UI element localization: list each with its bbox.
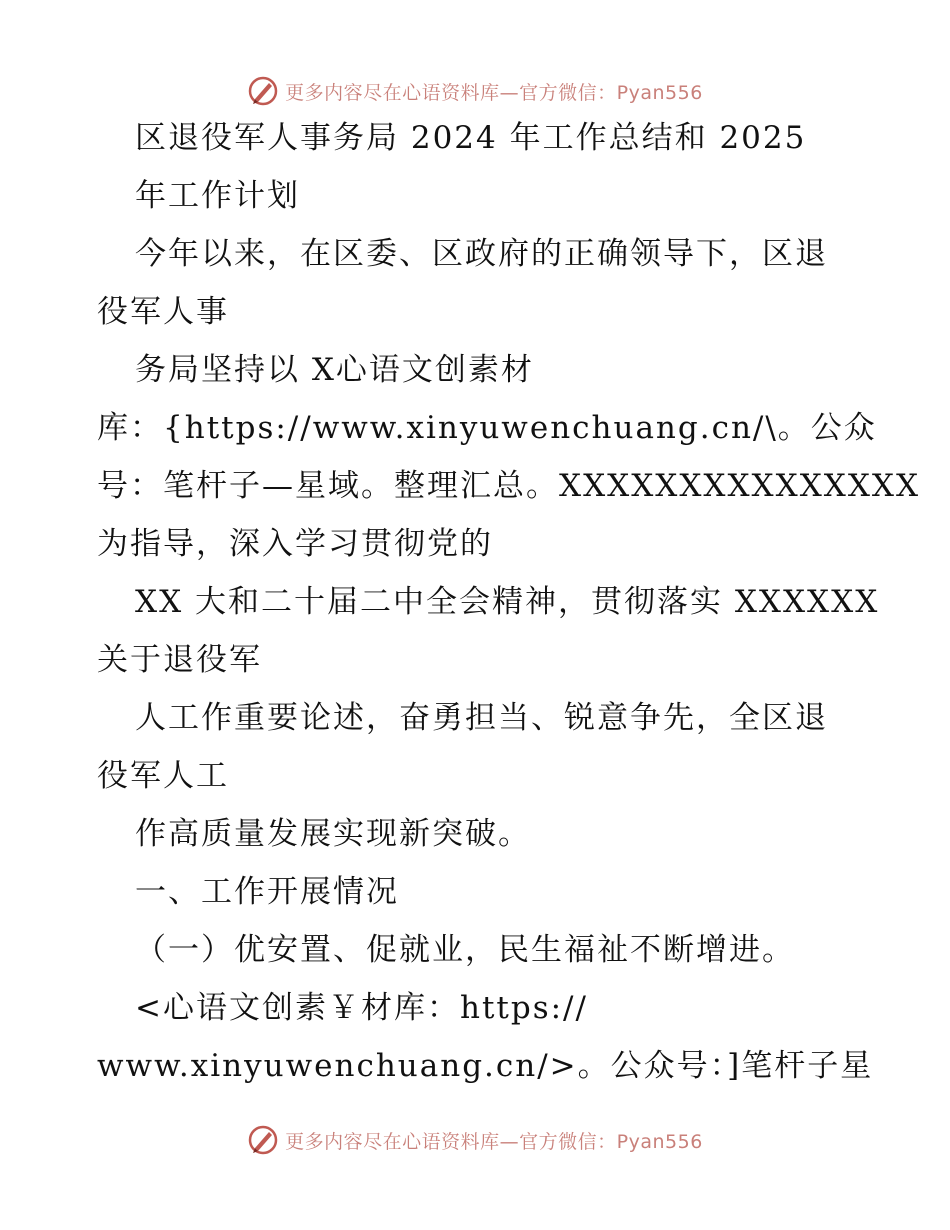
paragraph-line: 作高质量发展实现新突破。 (135, 816, 531, 852)
pen-circle-logo-icon (247, 1124, 279, 1156)
paragraph-line: 关于退役军 (97, 642, 262, 678)
subsection-heading: （一）优安置、促就业，民生福祉不断增进。 (135, 932, 795, 968)
title-line-1: 区退役军人事务局 2024 年工作总结和 2025 (135, 120, 807, 156)
paragraph-line: 号：笔杆子—星域。整理汇总。XXXXXXXXXXXXXXX (97, 468, 921, 504)
section-heading: 一、工作开展情况 (135, 874, 399, 910)
paragraph-line: 今年以来，在区委、区政府的正确领导下，区退 (135, 236, 828, 272)
paragraph-line: 役军人事 (97, 294, 229, 330)
watermark-text: 更多内容尽在心语资料库—官方微信：Pyan556 (285, 81, 703, 104)
watermark-text: 更多内容尽在心语资料库—官方微信：Pyan556 (285, 1130, 703, 1153)
paragraph-line: 人工作重要论述，奋勇担当、锐意争先，全区退 (135, 700, 828, 736)
watermark-footer (0, 1120, 950, 1160)
paragraph-line: 库：{https://www.xinyuwenchuang.cn/\。公众 (97, 410, 877, 446)
title-line-2: 年工作计划 (135, 178, 300, 214)
paragraph-line: 为指导，深入学习贯彻党的 (97, 526, 493, 562)
paragraph-line: XX 大和二十届二中全会精神，贯彻落实 XXXXXX (135, 584, 880, 620)
pen-circle-logo-icon (247, 75, 279, 107)
paragraph-line: www.xinyuwenchuang.cn/>。公众号：]笔杆子星 (97, 1048, 874, 1084)
paragraph-line: 务局坚持以 X心语文创素材 (135, 352, 534, 388)
paragraph-line: <心语文创素￥材库：https:// (135, 990, 588, 1026)
paragraph-line: 役军人工 (97, 758, 229, 794)
watermark-header (0, 71, 950, 111)
